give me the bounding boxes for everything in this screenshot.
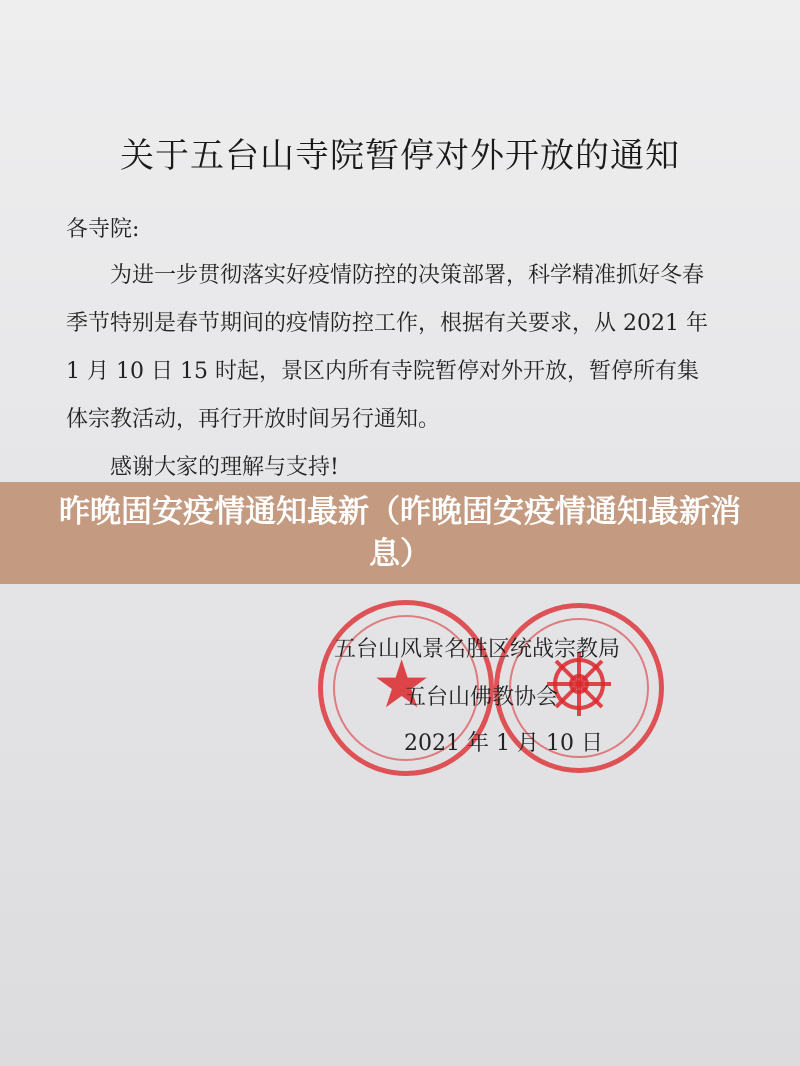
thanks-line: 感谢大家的理解与支持! — [110, 455, 339, 480]
signatory-bureau: 五台山风景名胜区统战宗教局 — [334, 637, 621, 662]
signatory-association: 五台山佛教协会 — [404, 685, 559, 710]
document-body — [66, 252, 716, 492]
body-paragraph: 为进一步贯彻落实好疫情防控的决策部署，科学精准抓好冬春季节特别是春节期间的疫情防控工作，根据有关要求，从 2021 年 1 月 10 日 15 时起，景区内所有寺院暂停对外开放，暂停所有集体宗教活动，再行开放时间另行通知。 — [66, 263, 708, 432]
banner-text: 昨晚固安疫情通知最新（昨晚固安疫情通知最新消息） — [59, 494, 741, 572]
star-icon: ★ — [372, 646, 432, 723]
headline-banner — [0, 482, 800, 584]
document-title: 关于五台山寺院暂停对外开放的通知 — [120, 136, 680, 176]
document-date: 2021 年 1 月 10 日 — [404, 731, 603, 756]
salutation: 各寺院: — [66, 217, 140, 242]
